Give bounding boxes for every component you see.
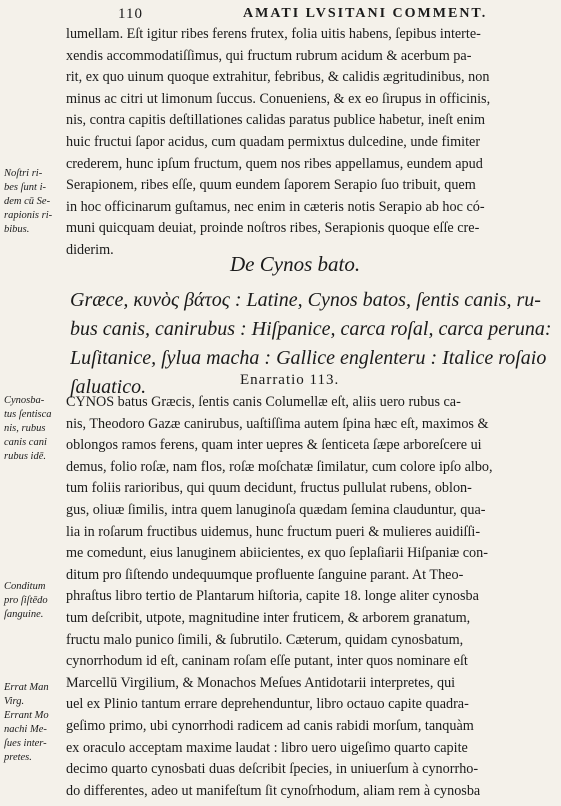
page-number: 110 (118, 6, 143, 22)
text-line: huic fructui ſapor acidus, cum quadam permixtus dulcedine, unde fimiter (66, 133, 481, 150)
synonym-line: bus canis, canirubus : Hiſpanice, carca roſal, carca peruna: (70, 318, 552, 340)
text-line: uel ex Plinio tantum errare deprehenduntur, libro octauo capite quadra- (66, 696, 469, 713)
text-line: muni quicquam deuiat, proinde noſtros ribes, Serapionis quoque eſſe cre- (66, 220, 480, 237)
text-line: Marcellū Virgilium, & Monachos Meſues Antidotarii interpretes, qui (66, 674, 456, 691)
text-line: ex oraculo acceptam maxime laudat : libro uero uigeſimo quarto capite (66, 739, 468, 756)
note-line: Errant Mo (4, 710, 49, 721)
margin-note-conditum (4, 580, 62, 622)
running-head: AMATI LVSITANI COMMENT. (243, 6, 488, 21)
note-line: bes ſunt i- (4, 182, 46, 193)
paragraph-cynosbatus (66, 392, 556, 802)
text-line: decimo quarto cynosbati duas deſcribit ſpecies, in uniuerſum à cynorrho- (66, 761, 479, 778)
text-line: nis, contra capitis deſtillationes calidas paratus publice habetur, ineſt enim (66, 112, 486, 129)
synonym-line: ſaluatico. (70, 376, 147, 398)
note-line: bibus. (4, 224, 30, 235)
note-line: nachi Me- (4, 724, 47, 735)
note-line: pretes. (4, 752, 32, 763)
margin-note-cynosbatus (4, 394, 62, 464)
text-line: xendis accommodatiſſimus, qui fructum rubrum acidum & acerbum pa- (66, 47, 472, 64)
text-line: in hoc officinarum guſtamus, nec enim in cæteris notis Serapio ab hoc có- (66, 198, 485, 215)
text-line: fructu malo punico ſimili, & ſubrutilo. Cæterum, quidam cynosbatum, (66, 631, 464, 648)
page-header (28, 6, 558, 26)
margin-note-errat (4, 681, 62, 765)
text-line: ditum pro ſiſtendo undequumque profluente ſanguine parant. At Theo- (66, 566, 464, 583)
text-line: me comedunt, eius lanuginem abiicientes, ex quo ſeplaſiarii Hiſpaniæ con- (66, 545, 488, 562)
text-line: tum foliis rarioribus, qui quum decidunt, fructus pullulat rubens, oblon- (66, 480, 472, 497)
text-line: rit, ex quo uinum quoque extrahitur, febribus, & calidis ægritudinibus, non (66, 69, 490, 86)
note-line: Errat Man (4, 682, 49, 693)
note-line: rubus idē. (4, 451, 46, 462)
text-line: cynorrhodum id eſt, caninam roſam eſſe putant, inter quos nominare eſt (66, 653, 468, 670)
text-line: demus, folio roſæ, nam flos, roſæ moſchatæ ſimilatur, cum colore ipſo albo, (66, 458, 493, 475)
note-line: rapionis ri- (4, 210, 53, 221)
text-line: nis, Theodoro Gazæ canirubus, uaſtiſſima autem ſpina hæc eſt, maximos & (66, 415, 489, 432)
note-line: nis, rubus (4, 423, 46, 434)
enarratio-heading: Enarratio 113. (240, 372, 340, 388)
text-line: lumellam. Eſt igitur ribes ferens frutex, folia uitis habens, ſepibus interte- (66, 26, 481, 42)
note-line: ſanguine. (4, 609, 44, 620)
text-line: tum deſcribit, utpote, magnitudine inter fruticem, & arborem granatum, (66, 609, 471, 626)
text-line: CYNOS batus Græcis, ſentis canis Columellæ eſt, aliis uero rubus ca- (66, 394, 461, 410)
note-line: Conditum (4, 581, 46, 592)
synonym-line: Luſitanice, ſylua macha : Gallice englenteru : Italice roſaio (70, 347, 547, 369)
note-line: Virg. (4, 696, 25, 707)
text-line: crederem, hunc ipſum fructum, quem nos ribes appellamus, eundem apud (66, 155, 483, 172)
note-line: canis cani (4, 437, 47, 448)
paragraph-ribes (66, 24, 556, 262)
text-line: gus, oliuæ ſimilis, intra quem lanuginoſa quædam ſemina clauduntur, qua- (66, 501, 486, 518)
text-line: lia in roſarum fructibus uidemus, hunc fructum pueri & mulieres auidiſſi- (66, 523, 481, 540)
note-line: ſues inter- (4, 738, 47, 749)
section-heading: De Cynos bato. (230, 252, 361, 276)
synonym-line: Græce, κυνὸς βάτος : Latine, Cynos batos, ſentis canis, ru- (70, 289, 541, 311)
note-line: pro ſiſtēdo (4, 595, 48, 606)
text-line: oblongos ramos ferens, quam inter uepres & ſenticeta ſæpe arboreſcere ui (66, 437, 482, 454)
note-line: tus ſentisca (4, 409, 52, 420)
text-line: minus ac citri ut limonum ſuccus. Conueniens, & ex eo ſirupus in officinis, (66, 90, 491, 107)
text-line: do differentes, adeo ut manifeſtum ſit cynoſrhodum, aliam rem à cynosba (66, 782, 481, 799)
note-line: Cynosba- (4, 395, 45, 406)
text-line: diderim. (66, 241, 114, 258)
text-line: phraſtus libro tertio de Plantarum hiſtoria, capite 18. longe aliter cynosba (66, 588, 479, 605)
text-line: geſimo primo, ubi cynorrhodi radicem ad canis rabidi morſum, tanquàm (66, 717, 474, 734)
note-line: dem cū Se- (4, 196, 51, 207)
text-line: Serapionem, ribes eſſe, quum eundem ſaporem Serapio ſuo tribuit, quem (66, 177, 476, 194)
margin-note-ribes (4, 167, 62, 237)
note-line: Noſtri ri- (4, 168, 43, 179)
